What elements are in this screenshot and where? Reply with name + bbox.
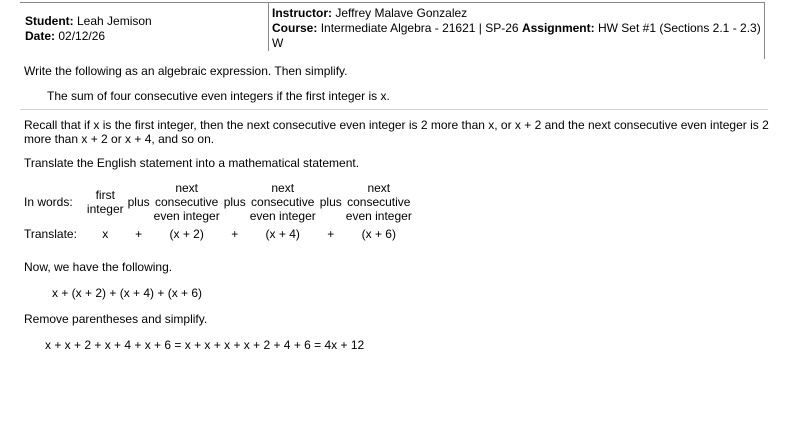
- word-cell: first integer: [86, 188, 124, 216]
- header-extra: W: [272, 36, 284, 50]
- problem-statement: The sum of four consecutive even integers if the first integer is x.: [47, 89, 390, 103]
- student-label: Student:: [25, 14, 74, 28]
- word-cell: next consecutive even integer: [249, 181, 316, 223]
- instruction-text: Write the following as an algebraic expression. Then simplify.: [24, 64, 348, 78]
- student-line: [25, 14, 152, 28]
- word-cell: plus: [223, 195, 246, 209]
- remove-text: Remove parentheses and simplify.: [24, 312, 208, 326]
- course-value: Intermediate Algebra - 21621 | SP-26: [320, 21, 519, 35]
- translate-cell: +: [135, 227, 143, 241]
- student-name: Leah Jemison: [77, 14, 152, 28]
- divider: [764, 51, 765, 59]
- translation-table: [22, 181, 414, 241]
- course-line: [272, 21, 761, 35]
- translate-cell: x: [102, 227, 109, 241]
- result-expression: x + x + 2 + x + 4 + x + 6 = x + x + x + x + 2 + 4 + 6 = 4x + 12: [45, 338, 365, 352]
- translate-cell: (x + 4): [265, 227, 300, 241]
- instructor-name: Jeffrey Malave Gonzalez: [335, 6, 468, 20]
- translate-cell: (x + 6): [361, 227, 396, 241]
- date-label: Date:: [25, 29, 56, 43]
- translate-cell: +: [231, 227, 239, 241]
- translate-row: [22, 223, 414, 241]
- assignment-label: Assignment:: [521, 21, 595, 35]
- assignment-value: HW Set #1 (Sections 2.1 - 2.3): [597, 21, 761, 35]
- translate-intro: Translate the English statement into a mathematical statement.: [24, 156, 360, 170]
- course-label: Course:: [272, 21, 318, 35]
- recall-text-2: more than x + 2 or x + 4, and so on.: [24, 132, 215, 146]
- date-line: [25, 29, 105, 43]
- header-box: [20, 2, 765, 51]
- now-text: Now, we have the following.: [24, 260, 173, 274]
- word-cell: plus: [319, 195, 342, 209]
- divider: [20, 109, 768, 110]
- words-row: [22, 181, 414, 223]
- instructor-label: Instructor:: [272, 6, 332, 20]
- translate-cell: (x + 2): [169, 227, 204, 241]
- instructor-line: [272, 6, 467, 20]
- words-label: In words:: [24, 195, 73, 209]
- word-cell: plus: [127, 195, 150, 209]
- word-cell: next consecutive even integer: [345, 181, 412, 223]
- recall-text: Recall that if x is the first integer, then the next consecutive even integer is 2 more than x, or x + 2 and the next consecutive even integer is 2: [24, 118, 769, 132]
- translate-cell: +: [327, 227, 335, 241]
- expression: x + (x + 2) + (x + 4) + (x + 6): [52, 286, 203, 300]
- divider: [268, 3, 269, 51]
- translate-label: Translate:: [24, 227, 77, 241]
- date-value: 02/12/26: [58, 29, 106, 43]
- word-cell: next consecutive even integer: [153, 181, 220, 223]
